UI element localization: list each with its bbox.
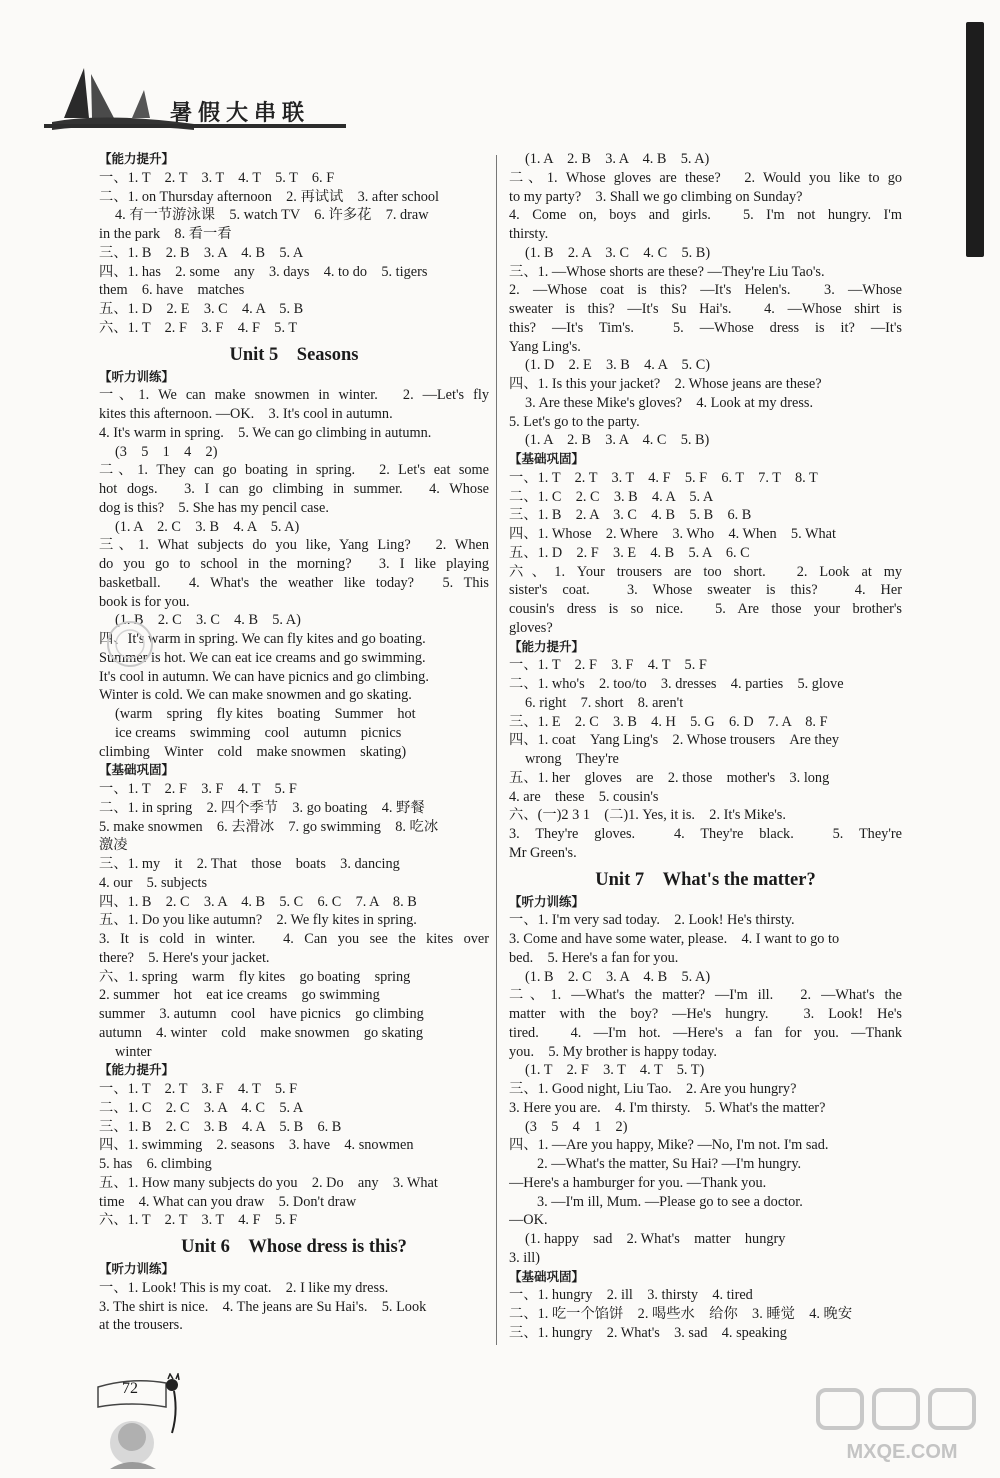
answer-line: do you go to school in the morning? 3. I like playing — [99, 556, 489, 572]
answer-line: 3. —I'm ill, Mum. —Please go to see a doctor. — [537, 1193, 803, 1210]
answer-line: 二、1. —What's the matter? —I'm ill. 2. —What's the — [509, 987, 902, 1004]
answer-line: dog is this? 5. She has my pencil case. — [99, 499, 329, 516]
answer-line: at the trousers. — [99, 1317, 183, 1334]
answer-line: 5. make snowmen 6. 去滑冰 7. go swimming 8. 吃冰 — [99, 818, 439, 835]
answer-line: (3 5 4 1 2) — [525, 1118, 628, 1135]
section-heading: 【听力训练】 — [99, 368, 175, 384]
answer-line: 二、1. Whose gloves are these? 2. Would you like to go — [509, 169, 902, 186]
header-banner — [44, 60, 354, 140]
answer-line: Summer is hot. We can eat ice creams and go swimming. — [99, 649, 426, 666]
answer-line: 4. Come on, boys and girls. 5. I'm not hungry. I'm — [509, 207, 902, 224]
answer-line: basketball. 4. What's the weather like today? 5. This — [99, 574, 489, 591]
answer-line: 三、1. E 2. C 3. B 4. H 5. G 6. D 7. A 8. F — [509, 713, 828, 730]
answer-line: 四、1. coat Yang Ling's 2. Whose trousers Are they — [509, 732, 840, 749]
answer-line: 一、1. T 2. T 3. T 4. F 5. F 6. T 7. T 8. T — [509, 469, 818, 486]
answer-line: matter with the boy? —He's hungry. 3. Look! He's — [509, 1006, 902, 1022]
answer-line: 2. —Whose coat is this? —It's Helen's. 3. —Whose — [509, 282, 902, 299]
answer-line: ice creams swimming cool autumn picnics — [115, 724, 402, 741]
answer-line: (1. A 2. B 3. A 4. B 5. A) — [525, 151, 710, 167]
page-number: 72 — [122, 1380, 138, 1397]
answer-line: —OK. — [509, 1212, 548, 1229]
section-heading: 【能力提升】 — [99, 151, 175, 166]
answer-line: It's cool in autumn. We can have picnics and go climbing. — [99, 668, 429, 685]
answer-line: 四、1. has 2. some any 3. days 4. to do 5. tigers — [99, 263, 428, 280]
answer-line: 四、1. Whose 2. Where 3. Who 4. When 5. What — [509, 526, 836, 542]
answer-line: 一、1. T 2. F 3. F 4. T 5. F — [99, 781, 297, 797]
answer-line: 五、1. Do you like autumn? 2. We fly kites in spring. — [99, 912, 417, 929]
answer-line: (1. happy sad 2. What's matter hungry — [525, 1231, 786, 1247]
answer-line: 4. are these 5. cousin's — [509, 788, 659, 805]
answer-line: sweater is this? —It's Su Hai's. 4. —Whose shirt is — [509, 301, 902, 317]
section-heading: 【能力提升】 — [99, 1062, 175, 1078]
answer-line: 3. Here you are. 4. I'm thirsty. 5. What's the matter? — [509, 1099, 826, 1116]
answer-line: 六、1. Your trousers are too short. 2. Look at my — [509, 563, 902, 580]
answer-line: summer 3. autumn cool have picnics go climbing — [99, 1006, 424, 1022]
answer-line: 5. has 6. climbing — [99, 1156, 212, 1172]
column-divider — [496, 155, 497, 1345]
answer-line: 一、1. T 2. F 3. F 4. T 5. F — [509, 657, 707, 674]
answer-line: 三、1. B 2. B 3. A 4. B 5. A — [99, 244, 304, 261]
answer-line: autumn 4. winter cold make snowmen go skating — [99, 1024, 424, 1041]
answer-line: 2. —What's the matter, Su Hai? —I'm hungry. — [537, 1156, 802, 1172]
answer-line: 四、1. —Are you happy, Mike? —No, I'm not. I'm sad. — [509, 1137, 829, 1154]
section-heading: 【基础巩固】 — [99, 762, 175, 778]
answer-line: this? —It's Tim's. 5. —Whose dress is it? —It's — [509, 319, 902, 336]
answer-line: 五、1. D 2. E 3. C 4. A 5. B — [99, 301, 304, 317]
answer-line: 四、1. swimming 2. seasons 3. have 4. snowmen — [99, 1137, 414, 1154]
answer-line: 四、1. Is this your jacket? 2. Whose jeans are these? — [509, 376, 822, 392]
answer-line: 一、1. We can make snowmen in winter. 2. —Let's fly — [99, 387, 489, 404]
answer-line: 二、1. who's 2. too/to 3. dresses 4. parties 5. glove — [509, 676, 844, 692]
answer-line: cousin's dress is so nice. 5. Are those your brother's — [509, 601, 902, 617]
answer-line: climbing Winter cold make snowmen skating) — [99, 743, 407, 760]
answer-line: (1. B 2. C 3. A 4. B 5. A) — [525, 968, 711, 985]
book-spine-edge — [966, 22, 984, 257]
section-heading: 【听力训练】 — [99, 1261, 175, 1276]
answer-line: (1. B 2. A 3. C 4. C 5. B) — [525, 244, 711, 261]
answer-line: 一、1. Look! This is my coat. 2. I like my dress. — [99, 1279, 389, 1296]
answer-line: 二、1. C 2. C 3. B 4. A 5. A — [509, 488, 714, 505]
answer-line: sister's coat. 3. Whose sweater is this? 4. Her — [509, 582, 902, 599]
answer-line: tired. 4. —I'm hot. —Here's a fan for you. —Thank — [509, 1024, 902, 1041]
answer-line: you. 5. My brother is happy today. — [509, 1043, 717, 1060]
answer-line: them 6. have matches — [99, 282, 245, 299]
answer-line: 五、1. her gloves are 2. those mother's 3. long — [509, 769, 830, 786]
answer-line: 3. ill) — [509, 1249, 540, 1266]
section-heading: 【基础巩固】 — [509, 1268, 585, 1284]
watermark-text: MXQE.COM — [846, 1441, 958, 1463]
answer-line: 一、1. T 2. T 3. F 4. T 5. F — [99, 1081, 298, 1097]
answer-line: 6. right 7. short 8. aren't — [525, 694, 684, 711]
answer-line: thirsty. — [509, 226, 549, 242]
answer-line: Winter is cold. We can make snowmen and go skating. — [99, 687, 412, 704]
answer-line: 三、1. my it 2. That those boats 3. dancing — [99, 856, 400, 872]
answer-line: 一、1. T 2. T 3. T 4. T 5. T 6. F — [99, 169, 335, 186]
answer-line: —Here's a hamburger for you. —Thank you. — [509, 1174, 767, 1191]
answer-line: wrong They're — [525, 751, 619, 767]
answer-line: 三、1. B 2. C 3. B 4. A 5. B 6. B — [99, 1118, 342, 1135]
answer-line: (warm spring fly kites boating Summer hot — [115, 706, 416, 722]
answer-line: 5. Let's go to the party. — [509, 413, 640, 430]
answer-line: 一、1. I'm very sad today. 2. Look! He's thirsty. — [509, 912, 795, 929]
answer-line: 六、1. T 2. F 3. F 4. F 5. T — [99, 319, 298, 336]
answer-line: (3 5 1 4 2) — [115, 443, 218, 460]
answer-line: 五、1. How many subjects do you 2. Do any 3. What — [99, 1174, 438, 1191]
section-heading: 【能力提升】 — [509, 638, 585, 654]
answer-line: (1. T 2. F 3. T 4. T 5. T) — [525, 1062, 705, 1079]
answer-line: 三、1. hungry 2. What's 3. sad 4. speaking — [509, 1324, 787, 1341]
answer-line: winter — [115, 1043, 152, 1060]
answer-line: 3. Are these Mike's gloves? 4. Look at my dress. — [525, 394, 814, 411]
answer-line: (1. A 2. C 3. B 4. A 5. A) — [115, 518, 300, 535]
unit-heading: Unit 7 What's the matter? — [595, 869, 816, 890]
section-heading: 【听力训练】 — [509, 893, 585, 909]
answer-line: 二、1. in spring 2. 四个季节 3. go boating 4. 野餐 — [99, 799, 425, 816]
answer-line: (1. D 2. E 3. B 4. A 5. C) — [525, 357, 711, 374]
answer-line: Yang Ling's. — [509, 338, 581, 355]
answer-line: 五、1. D 2. F 3. E 4. B 5. A 6. C — [509, 544, 750, 561]
answer-line: (1. B 2. C 3. C 4. B 5. A) — [115, 612, 301, 629]
answer-line: 3. The shirt is nice. 4. The jeans are Su Hai's. 5. Look — [99, 1298, 427, 1315]
answer-line: 4. 有一节游泳课 5. watch TV 6. 许多花 7. draw — [115, 207, 429, 224]
answer-line: 三、1. Good night, Liu Tao. 2. Are you hungry? — [509, 1081, 797, 1097]
answer-line: 二、1. C 2. C 3. A 4. C 5. A — [99, 1099, 304, 1116]
answer-line: 六、1. T 2. T 3. T 4. F 5. F — [99, 1212, 298, 1229]
answer-line: 三、1. What subjects do you like, Yang Ling? 2. When — [99, 537, 489, 554]
header-title: 暑假大串联 — [170, 101, 311, 126]
answer-line: 二、1. 吃一个馅饼 2. 喝些水 给你 3. 睡觉 4. 晚安 — [509, 1306, 853, 1322]
answer-line: kites this afternoon. —OK. 3. It's cool in autumn. — [99, 406, 393, 422]
answer-line: to my party? 3. Shall we go climbing on Sunday? — [509, 188, 803, 205]
answer-line: gloves? — [509, 619, 553, 636]
unit-heading: Unit 6 Whose dress is this? — [181, 1237, 407, 1257]
stamp-seal — [104, 618, 156, 670]
answer-line: 二、1. They can go boating in spring. 2. Let's eat some — [99, 462, 489, 479]
answer-line: 四、1. B 2. C 3. A 4. B 5. C 6. C 7. A 8. B — [99, 893, 417, 910]
answer-line: 4. It's warm in spring. 5. We can go climbing in autumn. — [99, 424, 432, 441]
answer-line: hot dogs. 3. I can go climbing in summer. 4. Whose — [99, 481, 489, 497]
cartoon-cat-icon — [92, 1373, 190, 1473]
answer-line: 3. Come and have some water, please. 4. I want to go to — [509, 931, 840, 947]
answer-line: 六、(一)2 3 1 (二)1. Yes, it is. 2. It's Mike's. — [509, 807, 786, 824]
answer-line: 2. summer hot eat ice creams go swimming — [99, 987, 380, 1004]
answer-line: in the park 8. 看一看 — [99, 226, 232, 242]
answer-line: 一、1. hungry 2. ill 3. thirsty 4. tired — [509, 1287, 753, 1304]
answer-line: 3. It is cold in winter. 4. Can you see the kites over — [99, 931, 489, 947]
answer-line: 4. our 5. subjects — [99, 874, 208, 891]
answer-line: time 4. What can you draw 5. Don't draw — [99, 1193, 357, 1210]
section-heading: 【基础巩固】 — [509, 451, 585, 466]
answer-line: Mr Green's. — [509, 844, 577, 861]
answer-line: 激凌 — [99, 837, 128, 854]
answer-line: 3. They're gloves. 4. They're black. 5. They're — [509, 826, 902, 842]
left-column — [99, 150, 489, 1335]
answer-line: 六、1. spring warm fly kites go boating spring — [99, 968, 411, 985]
answer-line: there? 5. Here's your jacket. — [99, 949, 270, 966]
answer-line: bed. 5. Here's a fan for you. — [509, 949, 679, 966]
answer-line: 二、1. on Thursday afternoon 2. 再试试 3. after school — [99, 188, 440, 205]
answer-line: 三、1. B 2. A 3. C 4. B 5. B 6. B — [509, 507, 752, 524]
unit-heading: Unit 5 Seasons — [229, 344, 359, 365]
watermark-logo — [816, 1386, 986, 1468]
answer-line: 四、It's warm in spring. We can fly kites and go boating. — [99, 631, 426, 647]
answer-line: 三、1. —Whose shorts are these? —They're Liu Tao's. — [509, 263, 825, 280]
right-column — [509, 150, 902, 1343]
answer-line: book is for you. — [99, 593, 190, 610]
answer-line: (1. A 2. B 3. A 4. C 5. B) — [525, 432, 710, 449]
